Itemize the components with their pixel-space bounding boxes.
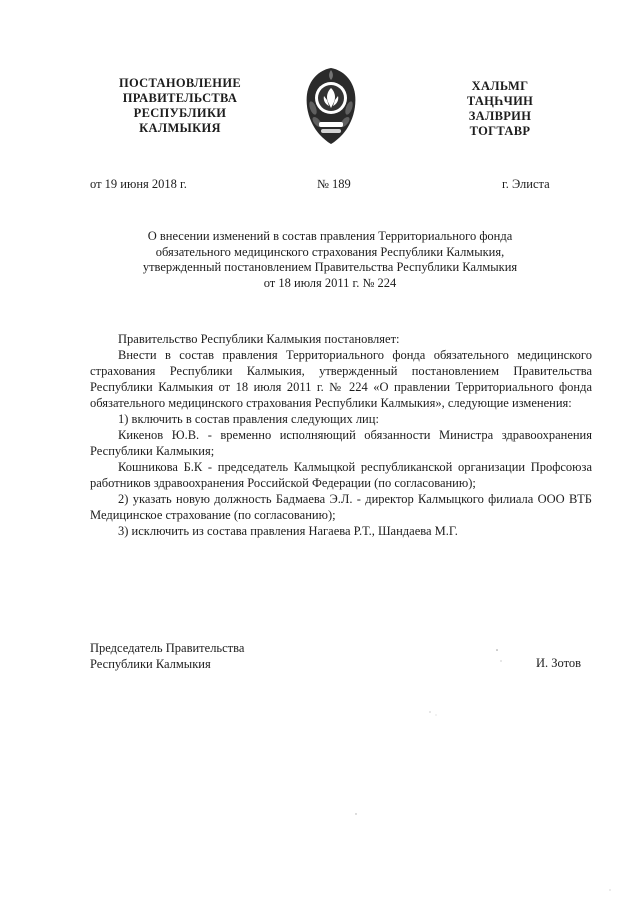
body-paragraph: 3) исключить из состава правления Нагаева Р.Т., Шандаева М.Г.: [118, 524, 458, 538]
document-subject: [100, 229, 560, 291]
header-right-line: ХАЛЬМГ: [471, 79, 529, 93]
header-right-block: [452, 79, 548, 139]
signatory-title: [90, 640, 244, 672]
signatory-name: И. Зотов: [536, 656, 582, 670]
document-date: от 19 июня 2018 г.: [90, 177, 187, 191]
subject-line: от 18 июля 2011 г. № 224: [263, 275, 397, 290]
header-left-line: КАЛМЫКИЯ: [139, 121, 221, 135]
subject-line: утвержденный постановлением Правительства Республики Калмыкия: [142, 260, 518, 274]
body-paragraph: Правительство Республики Калмыкия постановляет:: [118, 332, 400, 346]
header-left-line: ПРАВИТЕЛЬСТВА: [122, 91, 238, 105]
subject-line: О внесении изменений в состав правления Территориального фонда: [147, 229, 513, 243]
body-paragraph: Кошникова Б.К - председатель Калмыцкой республиканской организации Профсоюза работников здравоохранения Российской Федерации (по согласованию);: [90, 460, 592, 490]
header-left-line: РЕСПУБЛИКИ: [133, 106, 227, 120]
body-paragraph: 2) указать новую должность Бадмаева Э.Л. - директор Калмыцкого филиала ООО ВТБ Медицинское страхование (по согласованию);: [90, 492, 592, 522]
signatory-title-line: Председатель Правительства: [90, 641, 245, 655]
body-paragraph: Кикенов Ю.В. - временно исполняющий обязанности Министра здравоохранения Республики Калмыкия;: [90, 428, 592, 458]
kalmykia-coat-of-arms-icon: [299, 64, 363, 148]
header-right-line: ЗАЛВРИН: [468, 109, 532, 123]
document-body: [90, 331, 592, 539]
signatory-title-line: Республики Калмыкия: [90, 657, 211, 671]
header-left-block: [100, 76, 260, 136]
body-paragraph: Внести в состав правления Территориального фонда обязательного медицинского страхования Республики Калмыкия, утвержденный постановлением Правительства Республики Калмыкия от 18 июля 2011 г. № 224 «О правлении Территориального фонда обязательного медицинского страхования Республики Калмыкия», следующие изменения:: [90, 348, 592, 410]
header-right-line: ТАҢҺЧИН: [466, 94, 534, 108]
document-number: № 189: [317, 177, 351, 191]
subject-line: обязательного медицинского страхования Республики Калмыкия,: [155, 244, 505, 259]
header-left-line: ПОСТАНОВЛЕНИЕ: [118, 76, 241, 90]
body-paragraph: 1) включить в состав правления следующих лиц:: [118, 412, 379, 426]
header-right-line: ТОГТАВР: [469, 124, 531, 138]
document-place: г. Элиста: [502, 177, 550, 191]
